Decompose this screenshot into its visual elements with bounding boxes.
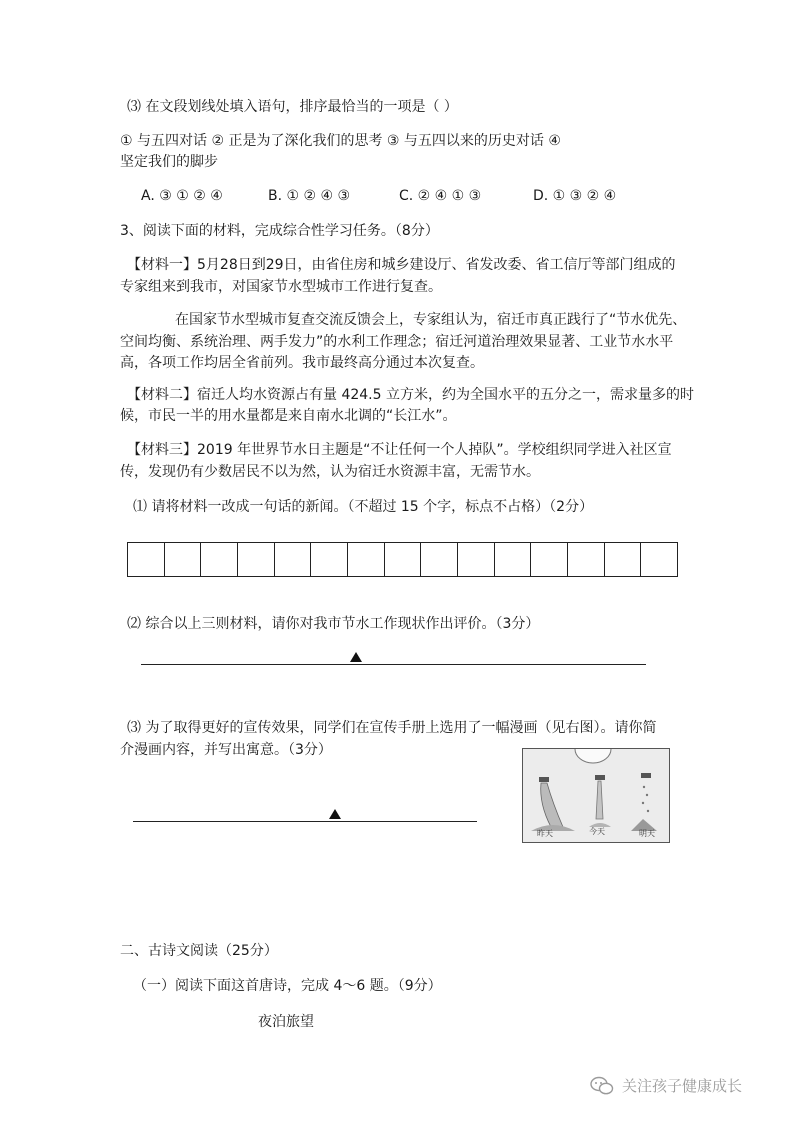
q3-stem: ⑶ 在文段划线处填入语句，排序最恰当的一项是（ ）	[127, 99, 458, 115]
watermark	[590, 1075, 742, 1096]
option-c: C. ② ④ ① ③	[399, 188, 482, 204]
answer-cell[interactable]	[128, 543, 165, 576]
answer-cell[interactable]	[641, 543, 677, 576]
option-d: D. ① ③ ② ④	[533, 188, 617, 204]
q3-items-line2: 坚定我们的脚步	[120, 154, 218, 170]
material2-line1: 【材料二】宿迁人均水资源占有量 424.5 立方米，约为全国水平的五分之一，需求量多的时	[127, 387, 694, 403]
material1-line2: 专家组来到我市，对国家节水型城市工作进行复查。	[120, 279, 442, 295]
material1-line4: 空间均衡、系统治理、两手发力”的水利工作理念；宿迁河道治理效果显著、工业节水水平	[120, 334, 674, 350]
q3-items-line1: ① 与五四对话 ② 正是为了深化我们的思考 ③ 与五四以来的历史对话 ④	[120, 133, 561, 149]
answer-cell[interactable]	[238, 543, 275, 576]
answer-grid[interactable]	[127, 542, 678, 577]
sub1-question: ⑴ 请将材料一改成一句话的新闻。（不超过 15 个字，标点不占格）（2分）	[133, 499, 594, 515]
answer-cell[interactable]	[531, 543, 568, 576]
section3-title: 3、阅读下面的材料，完成综合性学习任务。（8分）	[120, 223, 439, 239]
material3-line1: 【材料三】2019 年世界节水日主题是“不让任何一个人掉队”。学校组织同学进入社区宣	[127, 442, 672, 458]
part2-title: 二、古诗文阅读（25分）	[120, 943, 278, 959]
material2-line2: 候，市民一半的用水量都是来自南水北调的“长江水”。	[120, 408, 457, 424]
material1-line3: 在国家节水型城市复查交流反馈会上，专家组认为，宿迁市真正践行了“节水优先、	[175, 312, 687, 328]
part2-subtitle: （一）阅读下面这首唐诗，完成 4～6 题。（9分）	[133, 978, 442, 994]
cartoon-label-yesterday: 昨天	[537, 829, 553, 838]
answer-cell[interactable]	[421, 543, 458, 576]
material3-line2: 传，发现仍有少数居民不以为然，认为宿迁水资源丰富，无需节水。	[120, 464, 540, 480]
answer-cell[interactable]	[165, 543, 202, 576]
answer-cell[interactable]	[568, 543, 605, 576]
cartoon-label-tomorrow: 明天	[639, 829, 655, 838]
answer-cell[interactable]	[458, 543, 495, 576]
watermark-text: 关注孩子健康成长	[622, 1077, 743, 1095]
sub2-answer-line[interactable]	[141, 664, 646, 665]
triangle-marker-icon	[329, 809, 341, 819]
triangle-marker-icon	[350, 652, 362, 662]
answer-cell[interactable]	[311, 543, 348, 576]
poem-title: 夜泊旅望	[258, 1014, 314, 1030]
sub3-answer-line[interactable]	[133, 821, 477, 822]
water-saving-cartoon	[522, 748, 670, 843]
sub2-question: ⑵ 综合以上三则材料，请你对我市节水工作现状作出评价。（3分）	[127, 616, 540, 632]
material1-line1: 【材料一】5月28日到29日，由省住房和城乡建设厅、省发改委、省工信厅等部门组成的	[127, 257, 676, 273]
wechat-icon	[590, 1076, 614, 1096]
option-b: B. ① ② ④ ③	[268, 188, 351, 204]
answer-cell[interactable]	[495, 543, 532, 576]
sub3-question-line1: ⑶ 为了取得更好的宣传效果，同学们在宣传手册上选用了一幅漫画（见右图）。请你简	[127, 720, 657, 736]
cartoon-label-today: 今天	[589, 827, 605, 836]
option-a: A. ③ ① ② ④	[141, 188, 223, 204]
material1-line5: 高，各项工作均居全省前列。我市最终高分通过本次复查。	[120, 355, 484, 371]
answer-cell[interactable]	[605, 543, 642, 576]
answer-cell[interactable]	[348, 543, 385, 576]
answer-cell[interactable]	[385, 543, 422, 576]
sub3-question-line2: 介漫画内容，并写出寓意。（3分）	[120, 742, 332, 758]
answer-cell[interactable]	[275, 543, 312, 576]
answer-cell[interactable]	[201, 543, 238, 576]
